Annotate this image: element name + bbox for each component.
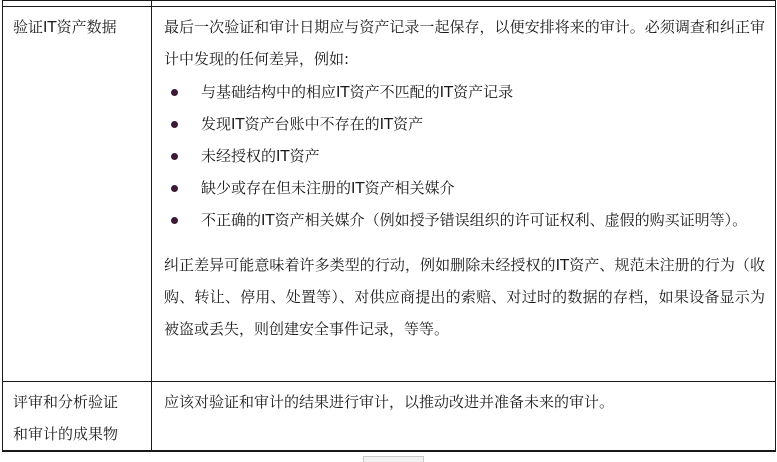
list-item-text: 与基础结构中的相应IT资产不匹配的IT资产记录 [201, 83, 514, 101]
list-item [164, 108, 765, 140]
list-item [164, 140, 765, 172]
closing-paragraph: 纠正差异可能意味着许多类型的行动，例如删除未经授权的IT资产、规范未注册的行为（收购、转让、停用、处置等）、对供应商提出的索赔、对过时的数据的存档，如果设备显示为被盗或丢失，则创建安全事件记录，等等。 [164, 256, 765, 338]
table-row [3, 7, 776, 382]
intro-paragraph: 应该对验证和审计的结果进行审计，以推动改进并准备未来的审计。 [164, 393, 615, 411]
bullet-icon [171, 121, 178, 128]
list-item [164, 172, 765, 204]
list-item [164, 204, 765, 236]
row-header-text: 和审计的成果物 [13, 425, 119, 443]
row-header-cell [3, 382, 152, 452]
bullet-icon [171, 185, 178, 192]
list-item [164, 76, 765, 108]
row-header-cell [3, 7, 152, 382]
list-item-text: 不正确的IT资产相关媒介（例如授予错误组织的许可证权利、虚假的购买证明等）。 [201, 211, 748, 229]
intro-paragraph: 最后一次验证和审计日期应与资产记录一起保存，以便安排将来的审计。必须调查和纠正审计中发现的任何差异，例如: [164, 18, 765, 68]
row-body-cell [152, 7, 776, 382]
bullet-icon [171, 89, 178, 96]
list-item-text: 缺少或存在但未注册的IT资产相关媒介 [201, 179, 455, 197]
bullet-icon [171, 217, 178, 224]
bottom-partial-rect [363, 456, 424, 462]
list-item-text: 未经授权的IT资产 [201, 147, 320, 165]
row-body-cell [152, 382, 776, 452]
content-table [2, 0, 776, 452]
row-header-text: 验证IT资产数据 [13, 18, 117, 36]
table-row [3, 382, 776, 452]
bullet-icon [171, 153, 178, 160]
row-header-text: 评审和分析验证 [13, 393, 119, 411]
bullet-list [164, 76, 765, 236]
list-item-text: 发现IT资产台账中不存在的IT资产 [201, 115, 424, 133]
